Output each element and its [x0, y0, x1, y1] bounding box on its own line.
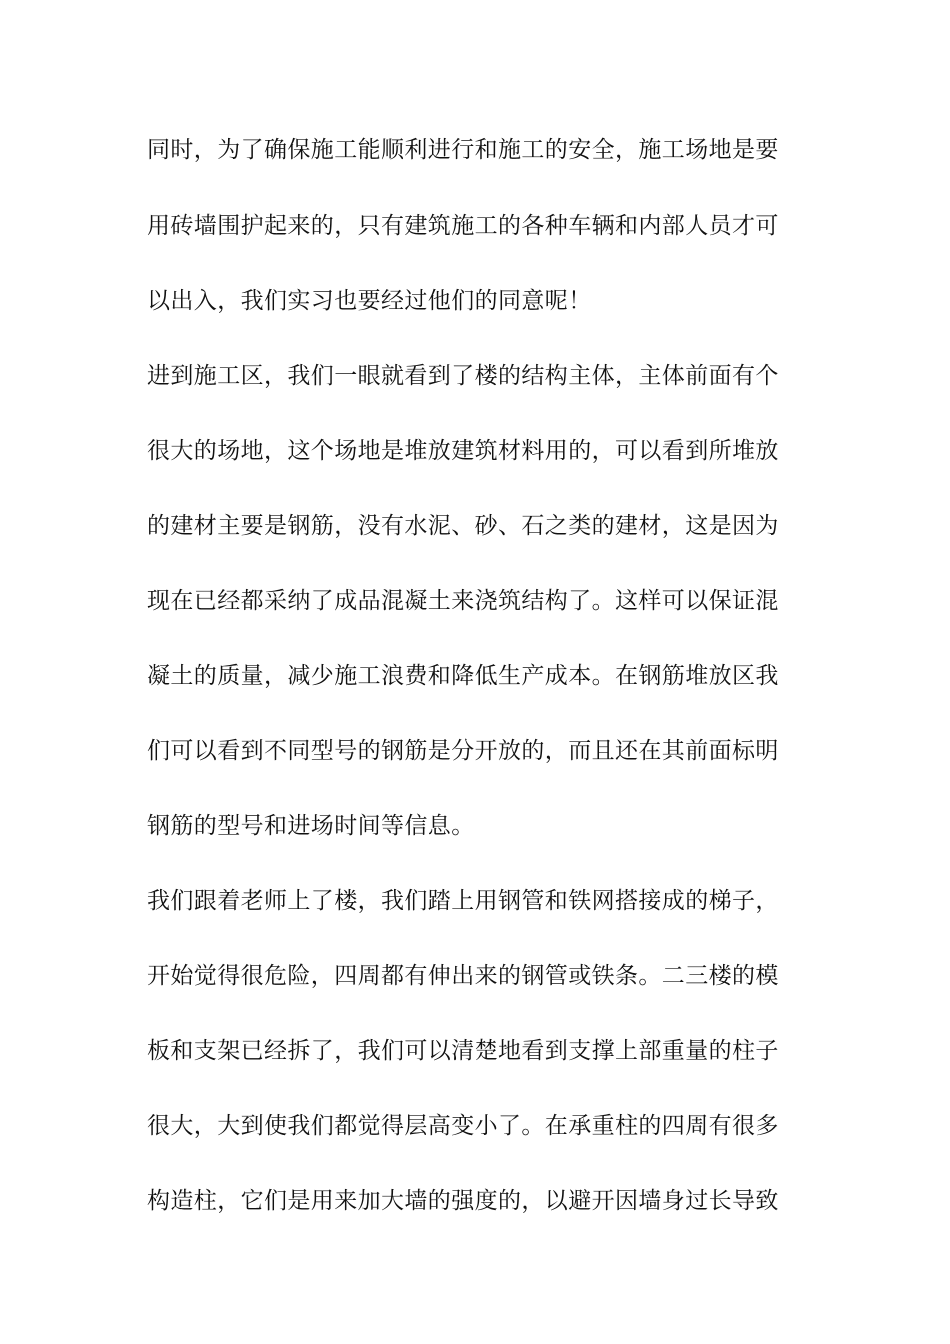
text-line: 同时，为了确保施工能顺利进行和施工的安全，施工场地是要: [147, 137, 779, 163]
text-line: 钢筋的型号和进场时间等信息。: [147, 813, 475, 839]
text-line: 进到施工区，我们一眼就看到了楼的结构主体，主体前面有个: [147, 363, 779, 389]
text-line: 构造柱，它们是用来加大墙的强度的，以避开因墙身过长导致: [147, 1188, 779, 1214]
text-line: 开始觉得很危险，四周都有伸出来的钢管或铁条。二三楼的模: [147, 963, 779, 989]
text-line: 现在已经都采纳了成品混凝土来浇筑结构了。这样可以保证混: [147, 588, 779, 614]
text-line: 板和支架已经拆了，我们可以清楚地看到支撑上部重量的柱子: [147, 1038, 779, 1064]
text-line: 我们跟着老师上了楼，我们踏上用钢管和铁网搭接成的梯子，: [147, 888, 779, 914]
text-line: 们可以看到不同型号的钢筋是分开放的，而且还在其前面标明: [147, 738, 779, 764]
text-line: 的建材主要是钢筋，没有水泥、砂、石之类的建材，这是因为: [147, 513, 779, 539]
text-line: 以出入，我们实习也要经过他们的同意呢！: [147, 288, 592, 314]
text-line: 很大，大到使我们都觉得层高变小了。在承重柱的四周有很多: [147, 1113, 779, 1139]
text-line: 凝土的质量，减少施工浪费和降低生产成本。在钢筋堆放区我: [147, 663, 779, 689]
text-line: 很大的场地，这个场地是堆放建筑材料用的，可以看到所堆放: [147, 438, 779, 464]
text-line: 用砖墙围护起来的，只有建筑施工的各种车辆和内部人员才可: [147, 213, 779, 239]
